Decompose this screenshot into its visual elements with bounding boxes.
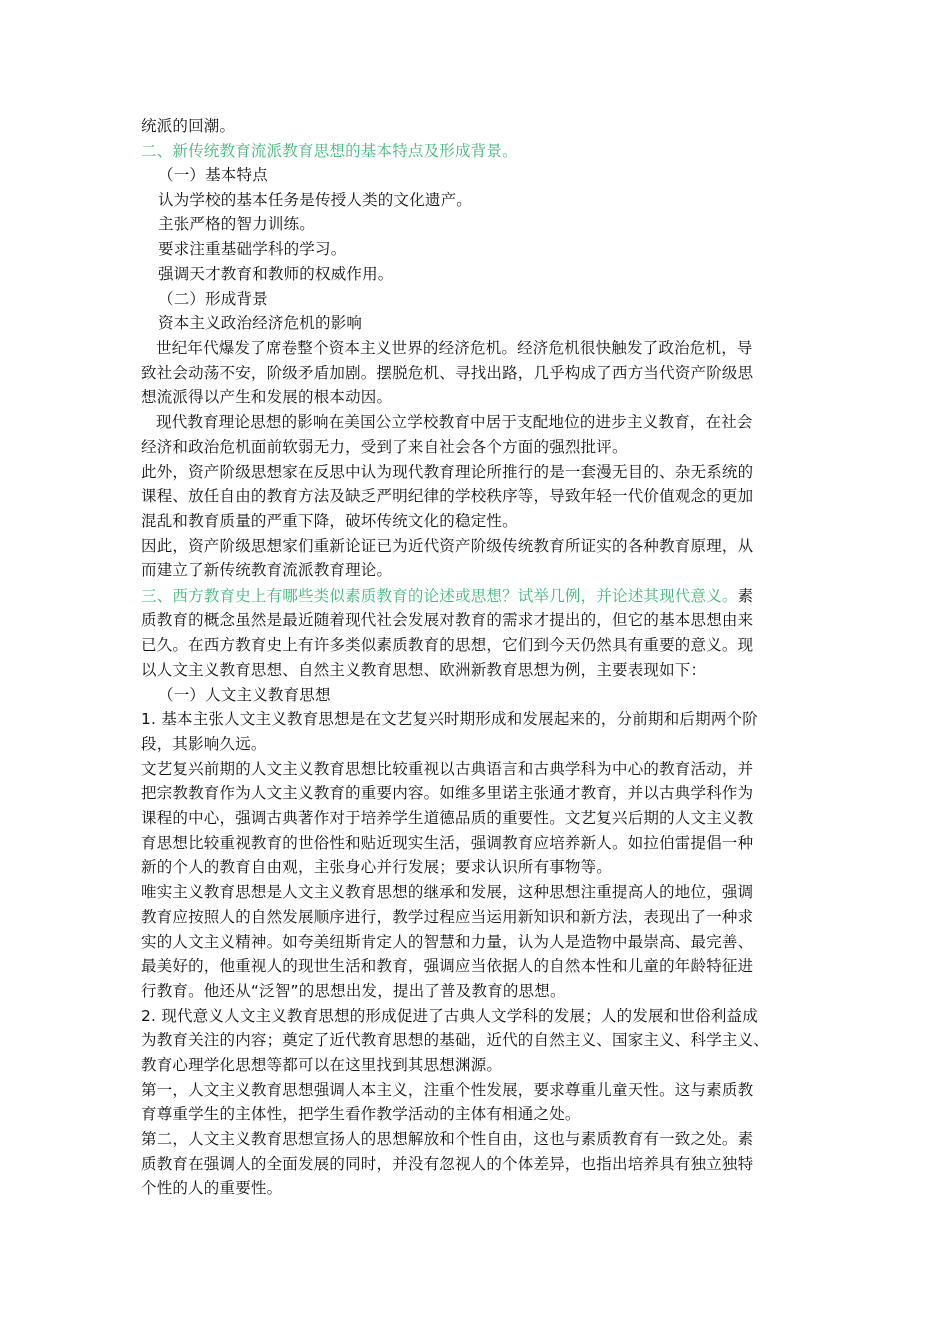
text-line: 强调天才教育和教师的权威作用。 xyxy=(158,265,394,283)
text-line: 育尊重学生的主体性，把学生看作教学活动的主体有相通之处。 xyxy=(141,1105,581,1123)
text-line: 1. 基本主张人文主义教育思想是在文艺复兴时期形成和发展起来的，分前期和后期两个阶 xyxy=(141,710,758,728)
text-line: 混乱和教育质量的严重下降，破坏传统文化的稳定性。 xyxy=(141,512,518,530)
text-line: 要求注重基础学科的学习。 xyxy=(158,240,347,258)
text-line: 段，其影响久远。 xyxy=(141,735,267,753)
text-line: 现代教育理论思想的影响在美国公立学校教育中居于支配地位的进步主义教育，在社会 xyxy=(156,413,753,431)
text-line: 认为学校的基本任务是传授人类的文化遗产。 xyxy=(158,191,473,209)
subsection-heading: （二）形成背景 xyxy=(158,290,268,308)
text-line: 资本主义政治经济危机的影响 xyxy=(158,314,363,332)
text-line: 世纪年代爆发了席卷整个资本主义世界的经济危机。经济危机很快触发了政治危机，导 xyxy=(156,339,753,357)
text-line: 此外，资产阶级思想家在反思中认为现代教育理论所推行的是一套漫无目的、杂无系统的 xyxy=(141,463,754,481)
text-line: 因此，资产阶级思想家们重新论证已为近代资产阶级传统教育所证实的各种教育原理，从 xyxy=(141,537,754,555)
text-line: 个性的人的重要性。 xyxy=(141,1179,283,1197)
text-line: 致社会动荡不安，阶级矛盾加剧。摆脱危机、寻找出路，几乎构成了西方当代资产阶级思 xyxy=(141,364,754,382)
section-heading: 二、新传统教育流派教育思想的基本特点及形成背景。 xyxy=(141,142,518,160)
text-line: 把宗教教育作为人文主义教育的重要内容。如维多里诺主张通才教育，并以古典学科作为 xyxy=(141,784,754,802)
text-line: 已久。在西方教育史上有许多类似素质教育的思想，它们到今天仍然具有重要的意义。现 xyxy=(141,636,754,654)
text-line: 育思想比较重视教育的世俗性和贴近现实生活，强调教育应培养新人。如拉伯雷提倡一种 xyxy=(141,834,754,852)
text-line: 唯实主义教育思想是人文主义教育思想的继承和发展，这种思想注重提高人的地位，强调 xyxy=(141,883,754,901)
text-line: 新的个人的教育自由观，主张身心并行发展；要求认识所有事物等。 xyxy=(141,858,613,876)
text-line: 最美好的，他重视人的现世生活和教育，强调应当依据人的自然本性和儿童的年龄特征进 xyxy=(141,957,754,975)
subsection-heading: （一）人文主义教育思想 xyxy=(158,686,331,704)
text-line: 文艺复兴前期的人文主义教育思想比较重视以古典语言和古典学科为中心的教育活动，并 xyxy=(141,760,754,778)
text-line: 课程、放任自由的教育方法及缺乏严明纪律的学校秩序等，导致年轻一代价值观念的更加 xyxy=(141,487,754,505)
text-line: 而建立了新传统教育流派教育理论。 xyxy=(141,561,393,579)
text-line: 质教育在强调人的全面发展的同时，并没有忽视人的个体差异，也指出培养具有独立独特 xyxy=(141,1155,754,1173)
text-line: 第一，人文主义教育思想强调人本主义，注重个性发展，要求尊重儿童天性。这与素质教 xyxy=(141,1081,754,1099)
text-line: 主张严格的智力训练。 xyxy=(158,215,316,233)
text-line: 教育应按照人的自然发展顺序进行，教学过程应当运用新知识和新方法，表现出了一种求 xyxy=(141,908,754,926)
text-line: 2. 现代意义人文主义教育思想的形成促进了古典人文学科的发展；人的发展和世俗利益成 xyxy=(141,1007,758,1025)
section-heading-line xyxy=(141,584,753,608)
subsection-heading: （一）基本特点 xyxy=(158,166,268,184)
text-line: 统派的回潮。 xyxy=(141,117,236,135)
text-line: 实的人文主义精神。如夸美纽斯肯定人的智慧和力量，认为人是造物中最崇高、最完善、 xyxy=(141,933,754,951)
text-line: 课程的中心，强调古典著作对于培养学生道德品质的重要性。文艺复兴后期的人文主义教 xyxy=(141,809,754,827)
text-line: 质教育的概念虽然是最近随着现代社会发展对教育的需求才提出的，但它的基本思想由来 xyxy=(141,611,754,629)
text-line: 想流派得以产生和发展的根本动因。 xyxy=(141,388,393,406)
text-line: 第二，人文主义教育思想宣扬人的思想解放和个性自由，这也与素质教育有一致之处。素 xyxy=(141,1130,754,1148)
section-heading: 三、西方教育史上有哪些类似素质教育的论述或思想？试举几例，并论述其现代意义。 xyxy=(141,587,738,605)
text-fragment: 素 xyxy=(737,587,754,605)
text-line: 以人文主义教育思想、自然主义教育思想、欧洲新教育思想为例，主要表现如下： xyxy=(141,661,707,679)
text-line: 教育心理学化思想等都可以在这里找到其思想渊源。 xyxy=(141,1056,503,1074)
text-line: 经济和政治危机面前软弱无力，受到了来自社会各个方面的强烈批评。 xyxy=(141,438,628,456)
text-line: 为教育关注的内容；奠定了近代教育思想的基础，近代的自然主义、国家主义、科学主义、 xyxy=(141,1031,770,1049)
text-line: 行教育。他还从“泛智”的思想出发，提出了普及教育的思想。 xyxy=(141,982,566,1000)
